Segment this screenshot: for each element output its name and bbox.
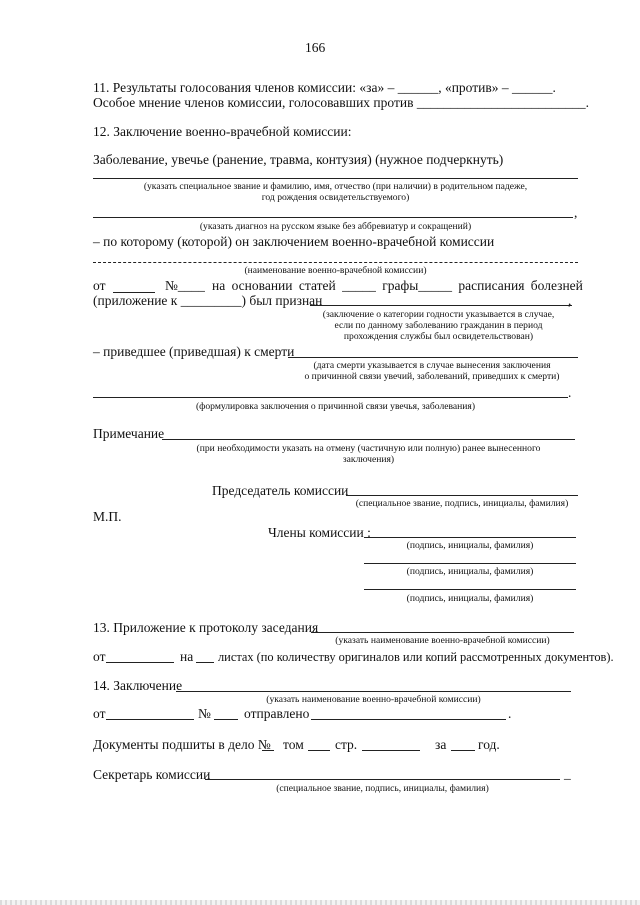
filed-page-line [362,750,420,751]
filed-za-label: за [435,737,447,752]
secretary-label: Секретарь комиссии [93,767,211,782]
hint-name-1: (указать специальное звание и фамилию, имя, отчество (при наличии) в родительном падеже, [143,181,528,192]
injury-line: Заболевание, увечье (ранение, травма, контузия) (нужное подчеркнуть) [93,152,504,167]
based-on-articles: на основании статей _____ графы_____ расписания болезней [212,278,583,293]
hint-death-1: (дата смерти указывается в случае вынесения заключения [313,360,551,371]
appendix-date-label: от [93,649,106,664]
category-line [310,305,572,306]
filed-tom-label: том [283,737,304,752]
filed-year-label: год. [478,737,500,752]
secretary-dash: _ [564,766,571,781]
hint-category [296,309,581,342]
diagnosis-line [93,217,573,218]
hint-secretary: (специальное звание, подпись, инициалы, фамилия) [276,783,489,794]
hint-name-2: год рождения освидетельствуемого) [261,192,410,203]
secretary-line [205,779,560,780]
member-line-1 [364,537,576,538]
voting-results: 11. Результаты голосования членов комиссии: «за» – ______, «против» – ______. [93,80,556,95]
category-comma: , [568,293,572,308]
member-line-2 [364,563,576,564]
chairman-line [346,495,578,496]
hint-category-3: прохождения службы был освидетельствован) [343,331,534,342]
hint-member-3: (подпись, инициалы, фамилия) [406,593,534,604]
hint-name [93,181,578,203]
member-line-3 [364,589,576,590]
hint-conclusion-vvk: (указать наименование военно-врачебной комиссии) [266,694,481,705]
diagnosis-comma: , [574,205,578,220]
appendix-na-label: на [180,649,194,664]
hint-vvk-name: (наименование военно-врачебной комиссии) [244,265,427,276]
hint-diagnosis: (указать диагноз на русском языке без аббревиатур и сокращений) [199,221,472,232]
note-line [162,439,575,440]
hint-appendix-vvk: (указать наименование военно-врачебной комиссии) [335,635,550,646]
hint-formulation: (формулировка заключения о причинной связи увечья, заболевания) [195,401,476,412]
number-label: №____ [165,278,205,293]
conclusion-date-line [106,719,194,720]
by-which-line: – по которому (которой) он заключением военно-врачебной комиссии [93,234,495,249]
chairman-label: Председатель комиссии [212,483,349,498]
filed-page-label: стр. [335,737,358,752]
vvk-name-line [93,262,578,263]
appendix-sheets-line [196,662,214,663]
filed-year-line [451,750,475,751]
stamp-mp: М.П. [93,509,122,524]
hint-note-2: заключения) [342,454,395,465]
section-13-title: 13. Приложение к протоколу заседания [93,620,319,635]
appendix-date-line [106,662,174,663]
members-label: Члены комиссии : [268,525,371,540]
hint-death [282,360,582,382]
section-12-title: 12. Заключение военно-врачебной комиссии: [93,124,352,139]
hint-member-2: (подпись, инициалы, фамилия) [406,566,534,577]
hint-note-1: (при необходимости указать на отмену (частичную или полную) ранее вынесенного [196,443,541,454]
note-label: Примечание [93,426,165,441]
death-date-line [288,357,578,358]
appendix-sheets: листах (по количеству оригиналов или копий рассмотренных документов). [218,650,614,664]
conclusion-number-line [214,719,238,720]
filed-case-line [262,750,274,751]
hint-note [162,443,575,465]
filed-docs-label: Документы подшиты в дело № [93,737,271,752]
hint-member-1: (подпись, инициалы, фамилия) [406,540,534,551]
formulation-line [93,397,568,398]
filed-tom-line [308,750,330,751]
section-14-title: 14. Заключение [93,678,183,693]
hint-category-1: (заключение о категории годности указывается в случае, [322,309,555,320]
date-from-label: от [93,278,106,293]
conclusion-date-label: от [93,706,106,721]
appendix-recognized: (приложение к _________) был признан [93,293,323,308]
appendix-vvk-line [311,632,574,633]
hint-death-2: о причинной связи увечий, заболеваний, приведших к смерти) [304,371,560,382]
conclusion-sent-label: отправлено [244,706,310,721]
page-number: 166 [305,40,326,55]
dissent-opinion: Особое мнение членов комиссии, голосовавших против _________________________. [93,95,589,110]
formulation-dot: . [568,385,572,400]
hint-chairman: (специальное звание, подпись, инициалы, фамилия) [355,498,569,509]
conclusion-number-label: № [198,706,211,721]
conclusion-sent-line [311,719,506,720]
hint-category-2: если по данному заболеванию гражданин в период [334,320,543,331]
conclusion-dot: . [508,706,512,721]
conclusion-vvk-line [176,691,571,692]
name-line [93,178,578,179]
death-line: – приведшее (приведшая) к смерти [93,344,295,359]
scan-edge [0,900,640,905]
